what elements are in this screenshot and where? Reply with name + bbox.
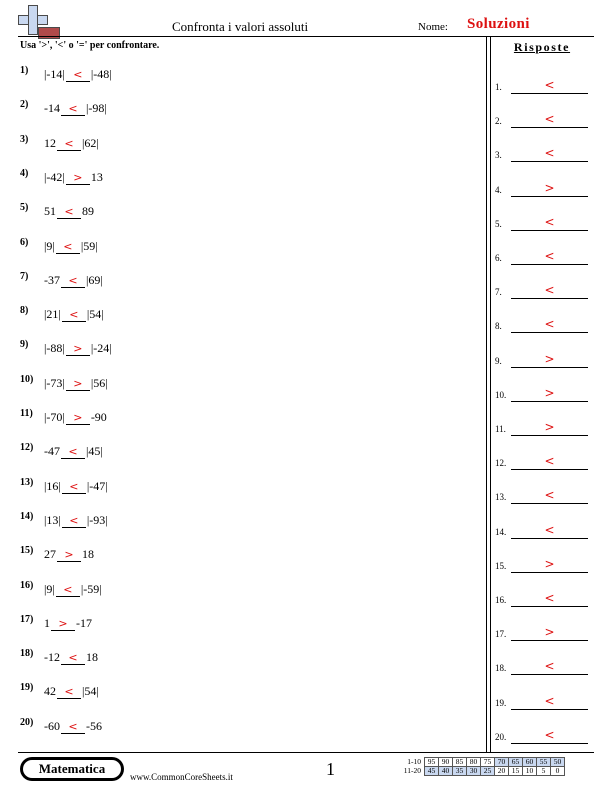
comparison-answer: < — [56, 241, 80, 254]
problem-expression — [44, 307, 104, 322]
right-operand: |-98| — [86, 101, 107, 116]
problem-expression — [44, 719, 102, 734]
answer-number: 4. — [495, 184, 502, 195]
subject-label: Matematica — [23, 760, 121, 778]
answer-column-divider — [486, 36, 491, 752]
left-operand: 1 — [44, 615, 50, 630]
problem-expression — [44, 136, 99, 151]
answer-row — [495, 386, 591, 404]
answer-number: 13. — [495, 492, 507, 503]
answer-number: 18. — [495, 663, 507, 674]
answer-value: < — [544, 78, 555, 92]
problem-expression — [44, 170, 103, 185]
answer-value: < — [544, 488, 555, 503]
problem-number: 9) — [20, 339, 29, 351]
problem-expression — [44, 204, 94, 219]
right-operand: |-93| — [86, 512, 108, 527]
answer-value: < — [544, 693, 555, 708]
answer-row — [495, 488, 591, 506]
answer-number: 20. — [495, 731, 507, 742]
answer-number: 16. — [495, 595, 507, 605]
problem-number: 1) — [20, 65, 29, 76]
comparison-answer: < — [61, 103, 85, 116]
problem-number: 13) — [20, 476, 34, 488]
header-rule — [18, 36, 594, 37]
name-value: Soluzioni — [467, 16, 530, 32]
answer-line — [511, 503, 588, 504]
score-range-label: 1-10 — [407, 757, 421, 766]
problem-expression — [44, 67, 112, 82]
answer-line — [511, 572, 588, 573]
score-cell: 60 — [523, 758, 537, 767]
answer-line — [511, 435, 588, 436]
left-operand: |-42| — [44, 169, 65, 184]
comparison-answer: < — [56, 584, 80, 597]
problem-number: 3) — [20, 133, 29, 145]
problem-expression — [44, 513, 108, 528]
answer-value: < — [544, 591, 555, 605]
comparison-answer: < — [61, 652, 85, 665]
answer-row — [495, 625, 591, 643]
answer-number: 17. — [495, 629, 507, 640]
right-operand: 13 — [90, 169, 103, 184]
answer-value: < — [544, 317, 555, 332]
answer-line — [511, 401, 588, 402]
comparison-answer: < — [57, 686, 81, 699]
left-operand: 42 — [44, 684, 56, 699]
comparison-answer: > — [66, 412, 90, 425]
problem-number: 19) — [20, 682, 34, 694]
answer-value: < — [544, 522, 555, 537]
score-cell: 95 — [425, 758, 439, 767]
comparison-answer: > — [66, 172, 90, 185]
right-operand: |54| — [86, 307, 104, 322]
right-operand: -90 — [90, 410, 107, 424]
right-operand: -17 — [76, 615, 92, 630]
score-cell: 80 — [467, 758, 481, 767]
answer-row — [495, 317, 591, 335]
page-number: 1 — [326, 759, 335, 779]
score-cell: 5 — [537, 767, 551, 776]
answer-row — [495, 249, 591, 267]
answer-line — [511, 743, 588, 744]
plus-logo-icon — [18, 5, 58, 37]
answer-row — [495, 523, 591, 541]
footer-rule — [18, 752, 594, 753]
problem-number: 2) — [20, 99, 29, 111]
problem-expression — [44, 273, 103, 288]
left-operand: -37 — [44, 272, 60, 287]
score-range-label: 11-20 — [403, 766, 421, 775]
answer-line — [511, 127, 588, 128]
comparison-answer: < — [62, 515, 86, 528]
score-cell: 0 — [551, 767, 565, 776]
problem-expression — [44, 101, 107, 116]
answer-line — [511, 93, 588, 94]
answer-line — [511, 640, 588, 641]
comparison-answer: < — [61, 721, 85, 734]
answer-row — [495, 112, 591, 130]
answer-value: < — [544, 283, 555, 298]
comparison-answer: < — [62, 481, 86, 494]
answer-line — [511, 367, 588, 368]
comparison-answer: > — [51, 618, 75, 631]
problem-number: 14) — [20, 510, 34, 522]
answer-number: 8. — [495, 321, 502, 332]
left-operand: 51 — [44, 204, 56, 219]
comparison-answer: < — [61, 446, 85, 459]
left-operand: |9| — [44, 581, 55, 596]
subject-badge — [20, 757, 124, 781]
problem-expression — [44, 376, 108, 391]
score-cell: 35 — [453, 767, 467, 776]
name-label: Nome: — [418, 21, 448, 33]
score-cell: 20 — [495, 767, 509, 776]
answer-number: 19. — [495, 697, 507, 708]
left-operand: -14 — [44, 101, 60, 116]
answer-line — [511, 298, 588, 299]
score-cell: 25 — [481, 767, 495, 776]
answer-line — [511, 264, 588, 265]
problem-number: 8) — [20, 305, 29, 317]
answer-number: 15. — [495, 560, 507, 571]
score-row — [398, 758, 565, 767]
problem-number: 4) — [20, 167, 29, 179]
score-cell: 85 — [453, 758, 467, 767]
answer-row — [495, 78, 591, 96]
answer-row — [495, 728, 591, 746]
right-operand: |54| — [82, 684, 99, 699]
right-operand: |69| — [86, 272, 103, 287]
comparison-answer: < — [62, 309, 86, 322]
worksheet-title: Confronta i valori assoluti — [172, 19, 309, 34]
left-operand: 12 — [44, 135, 56, 150]
problem-number: 11) — [20, 408, 33, 419]
problem-expression — [44, 479, 108, 494]
answer-line — [511, 674, 588, 675]
answer-line — [511, 332, 588, 333]
comparison-answer: < — [57, 138, 81, 151]
comparison-answer: < — [57, 206, 81, 219]
problem-number: 5) — [20, 202, 29, 214]
score-row — [398, 767, 565, 776]
answer-row — [495, 420, 591, 438]
problem-expression — [44, 582, 102, 597]
problem-expression — [44, 444, 103, 459]
left-operand: |-14| — [44, 67, 65, 81]
instructions: Usa '>', '<' o '=' per confrontare. — [20, 40, 160, 51]
answer-number: 10. — [495, 389, 507, 400]
problem-number: 10) — [20, 373, 34, 385]
answer-number: 7. — [495, 287, 502, 298]
answer-line — [511, 469, 588, 470]
left-operand: |21| — [44, 307, 61, 322]
answer-number: 2. — [495, 116, 502, 127]
score-cell: 40 — [439, 767, 453, 776]
answer-number: 3. — [495, 150, 502, 161]
answer-value: > — [544, 556, 555, 571]
right-operand: |-24| — [90, 341, 112, 356]
answer-number: 1. — [495, 82, 502, 92]
problem-expression — [44, 684, 99, 699]
answer-row — [495, 181, 591, 199]
score-cell: 30 — [467, 767, 481, 776]
answer-value: < — [544, 112, 555, 127]
answer-row — [495, 146, 591, 164]
left-operand: 27 — [44, 547, 56, 562]
problem-number: 16) — [20, 579, 34, 591]
comparison-answer: < — [61, 275, 85, 288]
answer-row — [495, 557, 591, 575]
problem-number: 12) — [20, 442, 34, 454]
answer-number: 6. — [495, 253, 502, 263]
right-operand: |56| — [90, 375, 108, 390]
answers-title: Risposte — [513, 40, 571, 54]
answer-number: 5. — [495, 218, 502, 229]
answer-row — [495, 454, 591, 472]
problem-expression — [44, 650, 98, 665]
problem-number: 18) — [20, 648, 34, 660]
comparison-answer: < — [66, 69, 90, 82]
right-operand: |45| — [86, 444, 103, 459]
answer-row — [495, 659, 591, 677]
answer-value: > — [544, 420, 555, 434]
right-operand: -56 — [86, 718, 102, 733]
left-operand: |13| — [44, 512, 61, 527]
answer-line — [511, 709, 588, 710]
score-cell: 90 — [439, 758, 453, 767]
answer-value: < — [544, 214, 555, 229]
score-cell: 15 — [509, 767, 523, 776]
right-operand: |59| — [80, 238, 98, 253]
score-cell: 75 — [481, 758, 495, 767]
score-cell: 45 — [425, 767, 439, 776]
score-cell: 65 — [509, 758, 523, 767]
right-operand: |-47| — [86, 478, 108, 493]
answer-value: > — [544, 385, 555, 400]
left-operand: |-73| — [44, 375, 65, 390]
score-table — [398, 757, 565, 776]
answer-value: < — [544, 146, 555, 161]
answer-value: > — [544, 351, 555, 366]
answer-value: < — [544, 249, 555, 263]
answer-line — [511, 606, 588, 607]
problem-expression — [44, 239, 98, 254]
score-cell: 70 — [495, 758, 509, 767]
problem-expression — [44, 341, 112, 356]
right-operand: |-48| — [90, 67, 112, 81]
score-cell: 55 — [537, 758, 551, 767]
answer-row — [495, 352, 591, 370]
right-operand: 18 — [86, 650, 98, 665]
left-operand: |-88| — [44, 341, 65, 356]
left-operand: -60 — [44, 718, 60, 733]
answer-value: > — [544, 625, 555, 640]
problem-number: 6) — [20, 236, 29, 248]
comparison-answer: > — [57, 549, 81, 562]
left-operand: -47 — [44, 444, 60, 459]
score-cell: 50 — [551, 758, 565, 767]
answer-row — [495, 283, 591, 301]
problem-number: 7) — [20, 270, 29, 282]
right-operand: 89 — [82, 204, 94, 219]
problem-expression — [44, 616, 92, 631]
answer-row — [495, 215, 591, 233]
answer-number: 11. — [495, 424, 506, 434]
left-operand: |-70| — [44, 410, 65, 424]
answer-value: < — [544, 659, 555, 674]
left-operand: -12 — [44, 650, 60, 665]
answer-value: < — [544, 454, 555, 469]
answer-line — [511, 230, 588, 231]
problem-expression — [44, 410, 107, 425]
problem-number: 17) — [20, 613, 34, 625]
answer-value: < — [544, 727, 555, 742]
right-operand: |-59| — [80, 581, 102, 596]
left-operand: |16| — [44, 478, 61, 493]
answer-number: 9. — [495, 355, 502, 366]
answer-number: 14. — [495, 526, 507, 537]
score-cell: 10 — [523, 767, 537, 776]
comparison-answer: > — [66, 378, 90, 391]
left-operand: |9| — [44, 238, 55, 253]
answer-line — [511, 196, 588, 197]
problem-number: 15) — [20, 545, 34, 557]
right-operand: 18 — [82, 547, 94, 562]
answer-row — [495, 694, 591, 712]
right-operand: |62| — [82, 135, 99, 150]
site-url: www.CommonCoreSheets.it — [130, 772, 233, 782]
comparison-answer: > — [66, 343, 90, 356]
answer-number: 12. — [495, 458, 507, 469]
answer-row — [495, 591, 591, 609]
answer-value: > — [544, 180, 555, 195]
problem-number: 20) — [20, 716, 34, 728]
answer-line — [511, 161, 588, 162]
answer-line — [511, 538, 588, 539]
problem-expression — [44, 547, 94, 562]
